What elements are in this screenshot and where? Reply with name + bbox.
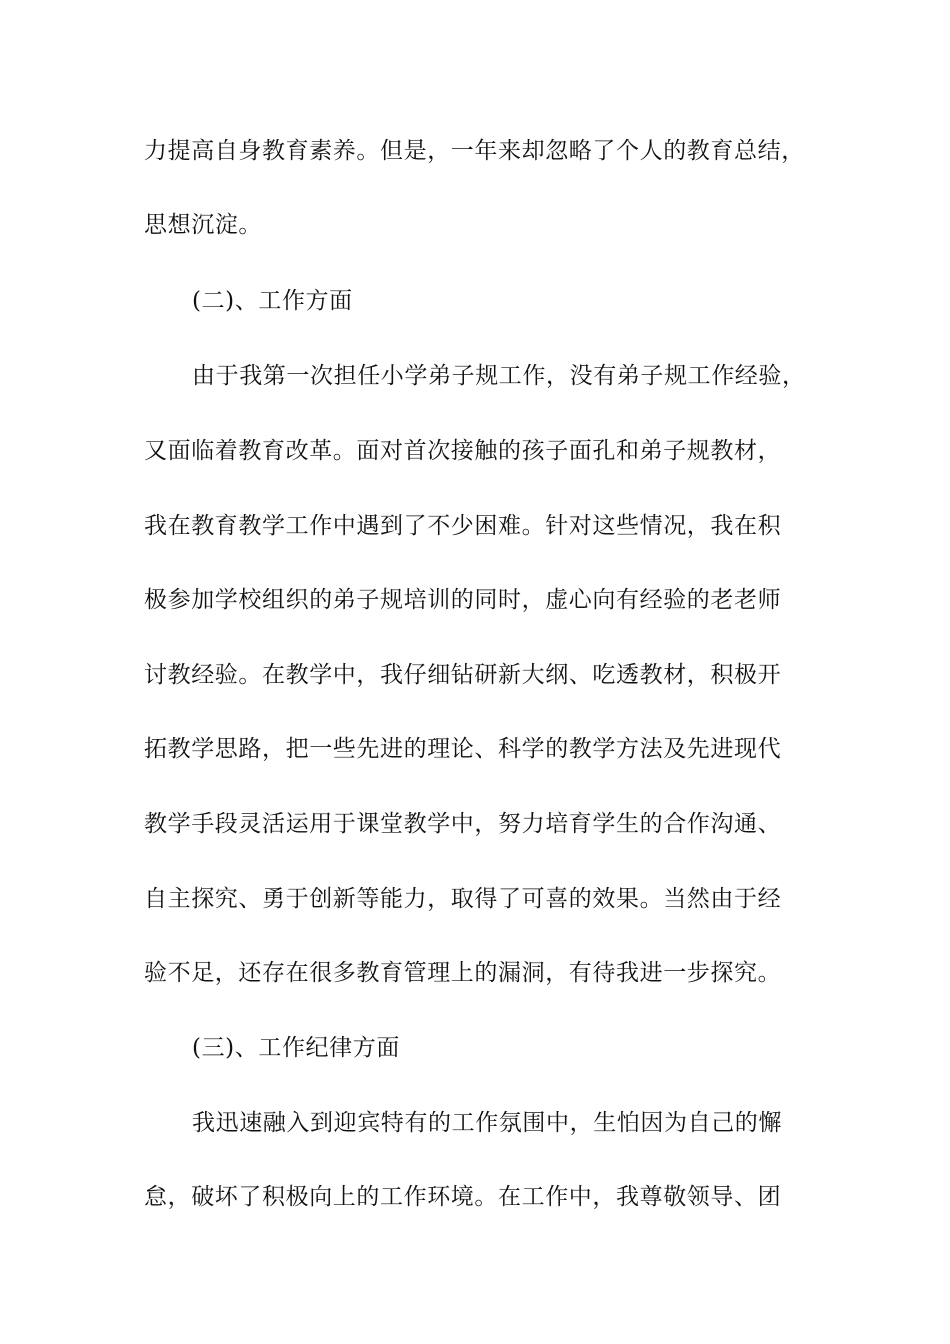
text-line-5: 又面临着教育改革。面对首次接触的孩子面孔和弟子规教材， bbox=[144, 438, 782, 464]
section-heading-discipline: (三)、工作纪律方面 bbox=[192, 1035, 400, 1061]
text-line-15: 怠，破坏了积极向上的工作环境。在工作中，我尊敬领导、团 bbox=[144, 1184, 782, 1210]
text-line-14: 我迅速融入到迎宾特有的工作氛围中，生怕因为自己的懈 bbox=[192, 1110, 782, 1136]
text-line-10: 教学手段灵活运用于课堂教学中，努力培育学生的合作沟通、 bbox=[144, 811, 782, 837]
section-heading-work: (二)、工作方面 bbox=[192, 288, 353, 314]
text-line-7: 极参加学校组织的弟子规培训的同时，虚心向有经验的老老师 bbox=[144, 587, 782, 613]
text-line-12: 验不足，还存在很多教育管理上的漏洞，有待我进一步探究。 bbox=[144, 960, 782, 986]
text-line-6: 我在教育教学工作中遇到了不少困难。针对这些情况，我在积 bbox=[144, 513, 782, 539]
text-line-4: 由于我第一次担任小学弟子规工作，没有弟子规工作经验， bbox=[192, 363, 806, 389]
text-line-8: 讨教经验。在教学中，我仔细钻研新大纲、吃透教材，积极开 bbox=[144, 662, 782, 688]
text-line-1: 力提高自身教育素养。但是，一年来却忽略了个人的教育总结， bbox=[144, 138, 805, 164]
text-line-9: 拓教学思路，把一些先进的理论、科学的教学方法及先进现代 bbox=[144, 736, 782, 762]
text-line-11: 自主探究、勇于创新等能力，取得了可喜的效果。当然由于经 bbox=[144, 886, 782, 912]
text-line-2: 思想沉淀。 bbox=[144, 212, 262, 238]
